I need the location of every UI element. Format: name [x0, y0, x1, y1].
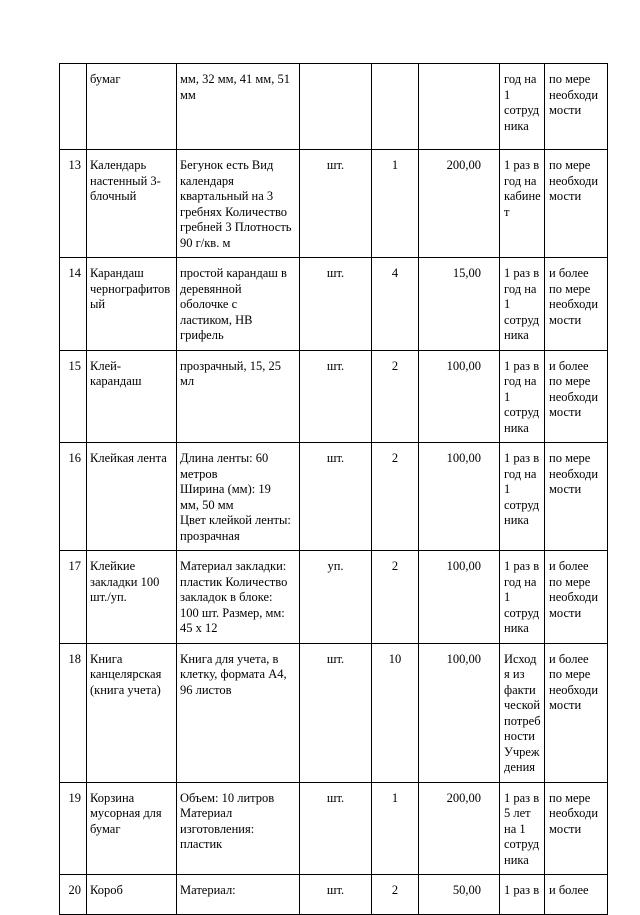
item-quantity: 1	[372, 150, 419, 258]
cell-line: сотруд	[504, 405, 540, 419]
cell-line: год на	[504, 574, 537, 589]
item-price: 100,00	[419, 443, 500, 551]
table-row	[60, 551, 608, 644]
item-frequency	[500, 258, 545, 351]
cell-line: календаря	[180, 173, 234, 188]
item-description	[177, 875, 300, 915]
cell-line: факти	[504, 682, 536, 697]
cell-line: Материал закладки:	[180, 559, 287, 573]
item-quantity	[372, 64, 419, 150]
item-unit: уп.	[300, 551, 372, 644]
cell-line: сотруд	[504, 497, 540, 512]
cell-line: ника	[504, 621, 529, 635]
cell-line: сотруд	[504, 312, 540, 327]
cell-line: закладок в блоке:	[180, 590, 273, 604]
row-number: 15	[60, 350, 87, 443]
item-frequency	[500, 150, 545, 258]
table-body	[60, 64, 608, 915]
table-row	[60, 150, 608, 258]
item-note	[545, 875, 608, 915]
cell-line: карандаш	[90, 374, 142, 388]
row-number: 14	[60, 258, 87, 351]
cell-line: Бегунок есть Вид	[180, 158, 274, 172]
cell-line: Цвет клейкой ленты:	[180, 513, 291, 527]
cell-line: пластик Количество	[180, 574, 288, 589]
cell-line: Короб	[90, 883, 123, 897]
cell-line: блочный	[90, 189, 137, 203]
cell-line: и более	[549, 651, 589, 666]
item-note	[545, 551, 608, 644]
cell-line: и более	[549, 358, 589, 373]
item-quantity: 2	[372, 551, 419, 644]
item-price: 200,00	[419, 782, 500, 875]
item-name	[87, 875, 177, 915]
cell-line: бумаг	[90, 72, 121, 86]
cell-line: ческой	[504, 698, 541, 712]
cell-line: мм	[180, 87, 196, 102]
cell-line: потреб	[504, 713, 541, 728]
cell-line: по мере	[549, 667, 591, 681]
item-description	[177, 782, 300, 875]
cell-line: 1 раз в	[504, 451, 540, 465]
cell-line: мости	[549, 605, 582, 620]
cell-line: необходи	[549, 682, 599, 697]
cell-line: 90 г/кв. м	[180, 235, 231, 250]
cell-line: 1 раз в	[504, 559, 540, 573]
cell-line: Материал:	[180, 883, 236, 897]
cell-line: сотруд	[504, 837, 540, 851]
cell-line: шт./уп.	[90, 590, 127, 604]
item-note	[545, 150, 608, 258]
cell-line: по мере	[549, 790, 591, 805]
item-name	[87, 64, 177, 150]
cell-line: 1	[504, 297, 511, 311]
table-row	[60, 64, 608, 150]
item-unit: шт.	[300, 643, 372, 782]
cell-line: по мере	[549, 72, 591, 86]
item-price: 100,00	[419, 350, 500, 443]
cell-line: ый	[90, 297, 106, 311]
cell-line: 5 лет	[504, 806, 531, 820]
item-frequency	[500, 350, 545, 443]
row-number: 20	[60, 875, 87, 915]
cell-line: 1 раз в	[504, 158, 540, 172]
item-frequency	[500, 875, 545, 915]
cell-line: прозрачный, 15, 25	[180, 358, 281, 373]
item-price	[419, 64, 500, 150]
table-row	[60, 782, 608, 875]
cell-line: (книга учета)	[90, 682, 161, 697]
item-description	[177, 150, 300, 258]
cell-line: я из	[504, 667, 525, 681]
item-price: 100,00	[419, 551, 500, 644]
item-name	[87, 443, 177, 551]
cell-line: 45 x 12	[180, 621, 218, 635]
cell-line: необходи	[549, 466, 599, 481]
cell-line: 1	[504, 590, 511, 604]
cell-line: ника	[504, 328, 529, 342]
cell-line: на 1	[504, 821, 526, 836]
cell-line: мусорная для	[90, 806, 162, 820]
cell-line: по мере	[549, 374, 591, 388]
cell-line: Карандаш	[90, 266, 144, 280]
cell-line: метров	[180, 466, 218, 481]
item-unit: шт.	[300, 443, 372, 551]
cell-line: Клейкие	[90, 559, 136, 573]
cell-line: настенный 3-	[90, 173, 161, 188]
row-number: 18	[60, 643, 87, 782]
cell-line: Книга для учета, в	[180, 651, 279, 666]
cell-line: кабине	[504, 189, 541, 203]
cell-line: Длина ленты: 60	[180, 451, 269, 465]
item-unit: шт.	[300, 258, 372, 351]
cell-line: грифель	[180, 328, 224, 342]
cell-line: необходи	[549, 389, 599, 404]
table-row	[60, 643, 608, 782]
item-frequency	[500, 643, 545, 782]
cell-line: гребнях Количество	[180, 204, 288, 219]
cell-line: закладки 100	[90, 574, 160, 589]
table-row	[60, 258, 608, 351]
table-row	[60, 875, 608, 915]
item-quantity: 10	[372, 643, 419, 782]
item-unit: шт.	[300, 782, 372, 875]
table-row	[60, 350, 608, 443]
item-quantity: 2	[372, 350, 419, 443]
cell-line: Ширина (мм): 19	[180, 482, 271, 496]
cell-line: 96 листов	[180, 682, 232, 697]
item-description	[177, 443, 300, 551]
cell-line: и более	[549, 266, 589, 280]
cell-line: мм, 50 мм	[180, 497, 234, 512]
cell-line: ности	[504, 729, 535, 743]
cell-line: деревянной	[180, 281, 242, 296]
cell-line: мости	[549, 482, 582, 496]
cell-line: 1	[504, 87, 511, 102]
cell-line: необходи	[549, 173, 599, 188]
item-name	[87, 258, 177, 351]
item-price: 200,00	[419, 150, 500, 258]
cell-line: изготовления:	[180, 821, 255, 836]
cell-line: Клейкая лента	[90, 451, 167, 465]
cell-line: мости	[549, 821, 582, 836]
cell-line: мости	[549, 312, 582, 327]
cell-line: 1 раз в	[504, 790, 540, 805]
cell-line: по мере	[549, 451, 591, 465]
row-number: 13	[60, 150, 87, 258]
cell-line: ника	[504, 852, 529, 867]
item-quantity: 2	[372, 443, 419, 551]
item-unit: шт.	[300, 350, 372, 443]
cell-line: мости	[549, 189, 582, 203]
cell-line: и более	[549, 883, 589, 897]
table-row	[60, 443, 608, 551]
cell-line: канцелярская	[90, 667, 162, 681]
cell-line: прозрачная	[180, 528, 240, 543]
cell-line: 1	[504, 482, 511, 496]
cell-line: мости	[549, 698, 582, 712]
row-number	[60, 64, 87, 150]
cell-line: необходи	[549, 297, 599, 311]
item-description	[177, 350, 300, 443]
cell-line: Исход	[504, 651, 537, 666]
supplies-table	[59, 63, 608, 915]
cell-line: ластиком, HB	[180, 312, 253, 327]
row-number: 16	[60, 443, 87, 551]
cell-line: и более	[549, 559, 589, 573]
cell-line: год на	[504, 466, 537, 481]
item-note	[545, 643, 608, 782]
cell-line: мости	[549, 405, 582, 419]
item-quantity: 1	[372, 782, 419, 875]
cell-line: год на	[504, 374, 537, 388]
row-number: 19	[60, 782, 87, 875]
item-frequency	[500, 782, 545, 875]
cell-line: простой карандаш в	[180, 266, 287, 280]
cell-line: 1 раз в	[504, 358, 540, 373]
item-price: 100,00	[419, 643, 500, 782]
item-frequency	[500, 551, 545, 644]
cell-line: Календарь	[90, 158, 147, 172]
cell-line: Учреж	[504, 744, 540, 759]
cell-line: квартальный на 3	[180, 189, 274, 203]
item-name	[87, 643, 177, 782]
cell-line: сотруд	[504, 103, 540, 117]
item-name	[87, 150, 177, 258]
item-quantity: 2	[372, 875, 419, 915]
item-name	[87, 350, 177, 443]
cell-line: пластик	[180, 837, 223, 851]
item-note	[545, 350, 608, 443]
item-unit: шт.	[300, 875, 372, 915]
item-note	[545, 64, 608, 150]
cell-line: оболочке с	[180, 297, 238, 311]
cell-line: Материал	[180, 806, 233, 820]
cell-line: чернографитов	[90, 281, 171, 296]
item-unit: шт.	[300, 150, 372, 258]
cell-line: Объем: 10 литров	[180, 790, 275, 805]
item-note	[545, 782, 608, 875]
cell-line: Книга	[90, 651, 123, 666]
item-name	[87, 551, 177, 644]
cell-line: бумаг	[90, 821, 121, 836]
cell-line: клетку, формата А4,	[180, 667, 287, 681]
cell-line: 1	[504, 389, 511, 404]
item-description	[177, 64, 300, 150]
cell-line: год на	[504, 72, 537, 86]
cell-line: необходи	[549, 590, 599, 604]
cell-line: 100 шт. Размер, мм:	[180, 605, 285, 620]
cell-line: ника	[504, 118, 529, 133]
item-description	[177, 551, 300, 644]
item-frequency	[500, 443, 545, 551]
cell-line: по мере	[549, 158, 591, 172]
cell-line: Корзина	[90, 790, 135, 805]
item-note	[545, 443, 608, 551]
item-name	[87, 782, 177, 875]
row-number: 17	[60, 551, 87, 644]
cell-line: год на	[504, 281, 537, 296]
cell-line: 1 раз в	[504, 266, 540, 280]
cell-line: ника	[504, 420, 529, 435]
cell-line: по мере	[549, 574, 591, 589]
cell-line: ника	[504, 513, 529, 527]
item-price: 15,00	[419, 258, 500, 351]
cell-line: необходи	[549, 87, 599, 102]
cell-line: год на	[504, 173, 537, 188]
cell-line: дения	[504, 760, 536, 774]
item-unit	[300, 64, 372, 150]
item-frequency	[500, 64, 545, 150]
cell-line: Клей-	[90, 358, 121, 373]
cell-line: мм, 32 мм, 41 мм, 51	[180, 72, 290, 86]
item-quantity: 4	[372, 258, 419, 351]
cell-line: необходи	[549, 806, 599, 820]
item-description	[177, 258, 300, 351]
cell-line: мости	[549, 103, 582, 117]
cell-line: 1 раз в	[504, 883, 540, 897]
cell-line: сотруд	[504, 605, 540, 620]
cell-line: мл	[180, 374, 195, 388]
item-price: 50,00	[419, 875, 500, 915]
cell-line: гребней 3 Плотность	[180, 220, 292, 234]
item-note	[545, 258, 608, 351]
cell-line: по мере	[549, 281, 591, 296]
item-description	[177, 643, 300, 782]
cell-line: т	[504, 204, 510, 219]
